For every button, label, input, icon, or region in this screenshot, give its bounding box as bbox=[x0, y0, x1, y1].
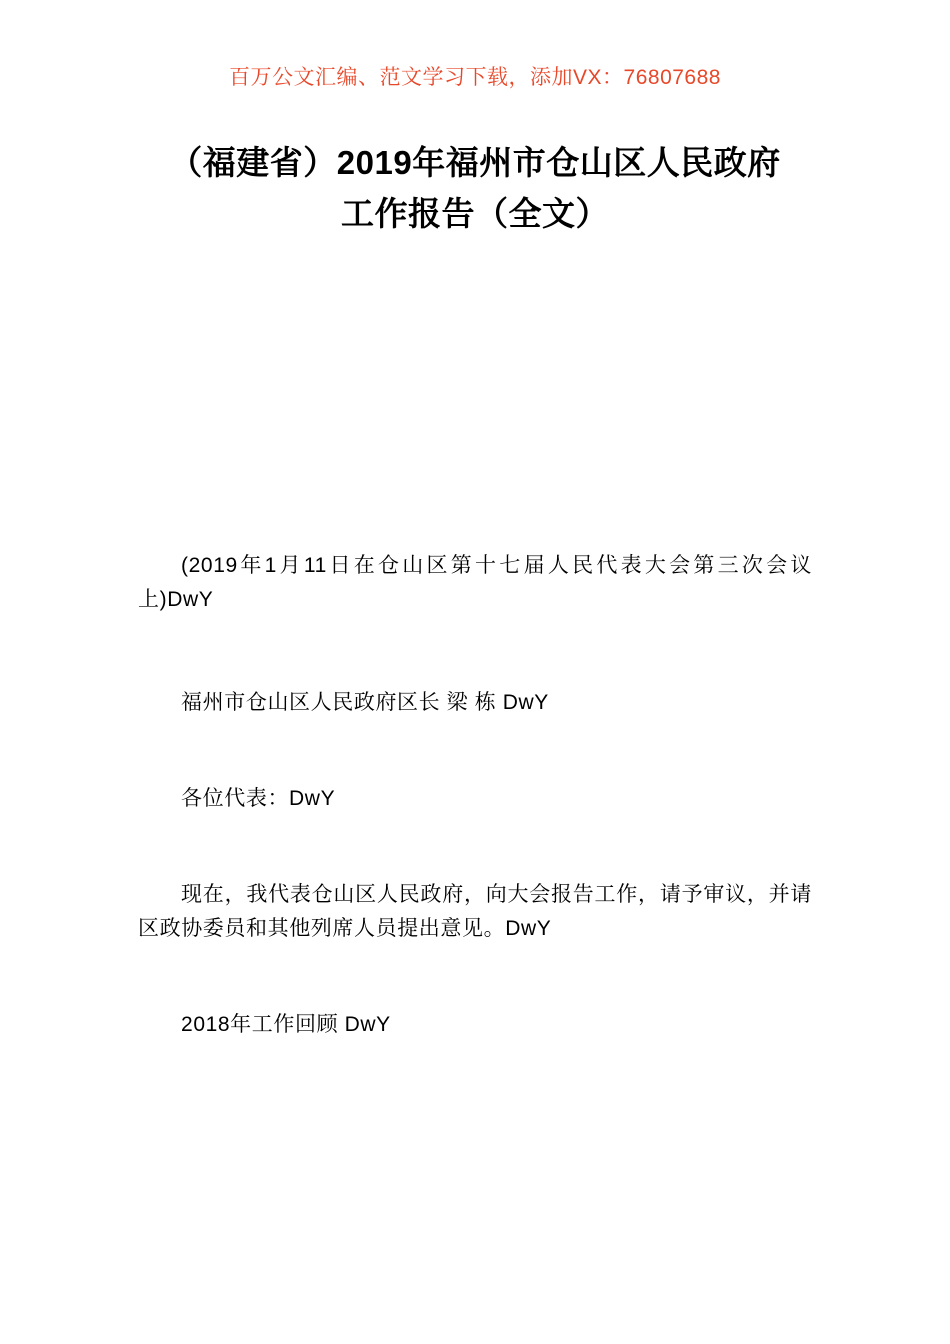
paragraph-section-heading-2018-review: 2018年工作回顾 DwY bbox=[181, 1012, 391, 1036]
paragraph-speaker: 福州市仓山区人民政府区长 梁 栋 DwY bbox=[181, 690, 549, 714]
paragraph-gap bbox=[138, 816, 812, 878]
paragraph-opening-statement: 现在，我代表仓山区人民政府，向大会报告工作，请予审议，并请区政协委员和其他列席人员提出意见。DwY bbox=[138, 882, 812, 940]
paragraph-salutation: 各位代表：DwY bbox=[181, 786, 336, 810]
paragraph-session-info: (2019年1月11日在仓山区第十七届人民代表大会第三次会议上)DwY bbox=[138, 554, 812, 612]
paragraph-gap bbox=[138, 618, 812, 686]
paragraph-gap bbox=[138, 946, 812, 1008]
promo-watermark-text: 百万公文汇编、范文学习下载，添加VX：76807688 bbox=[229, 66, 721, 89]
paragraph-gap bbox=[138, 720, 812, 782]
page-title bbox=[138, 137, 812, 239]
page-title-line-2: 工作报告（全文） bbox=[341, 195, 609, 233]
page-title-line-1: （福建省）2019年福州市仓山区人民政府 bbox=[169, 144, 781, 182]
title-body-spacer bbox=[138, 239, 812, 549]
